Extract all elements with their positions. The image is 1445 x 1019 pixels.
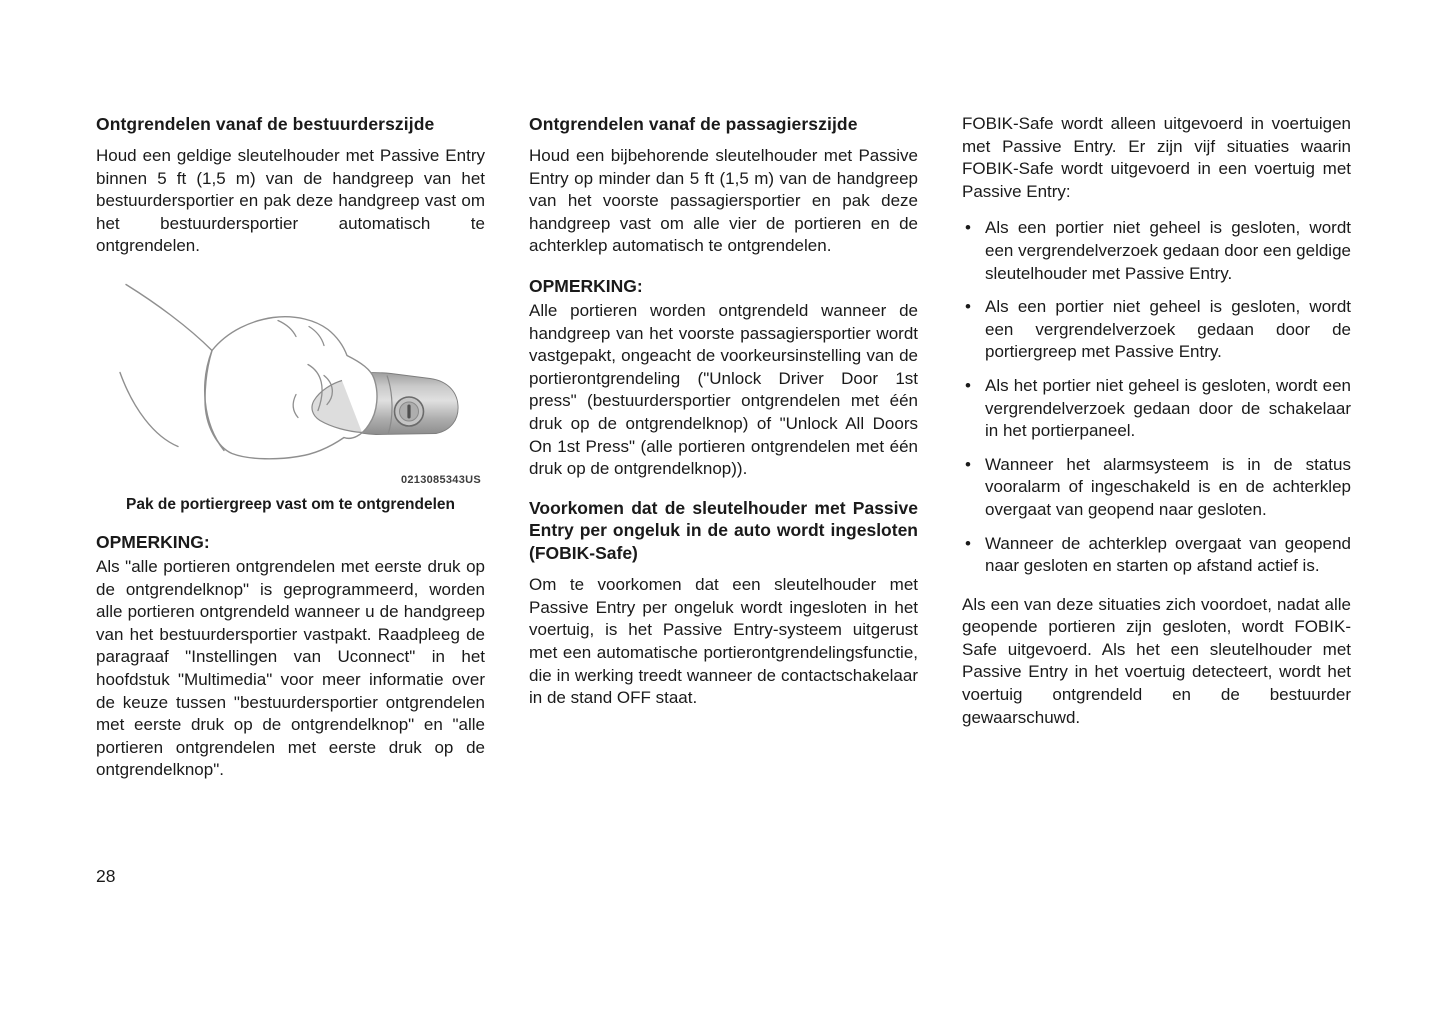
list-item: • Als het portier niet geheel is gesloten, wordt een vergrendelverzoek gedaan door de schakelaar in het portierpaneel. bbox=[962, 375, 1351, 443]
hand-grabbing-door-handle-illustration bbox=[96, 272, 485, 488]
column-middle bbox=[529, 113, 918, 796]
fobik-situations-list bbox=[962, 217, 1351, 577]
note-label-driver: OPMERKING: bbox=[96, 531, 210, 552]
paragraph-fobik-situations-intro: FOBIK-Safe wordt alleen uitgevoerd in voertuigen met Passive Entry. Er zijn vijf situaties waarin FOBIK-Safe wordt uitgevoerd in een voertuig met Passive Entry: bbox=[962, 114, 1351, 201]
list-item: • Als een portier niet geheel is gesloten, wordt een vergrendelverzoek gedaan door de portiergreep met Passive Entry. bbox=[962, 296, 1351, 364]
list-item: • Als een portier niet geheel is gesloten, wordt een vergrendelverzoek gedaan door een geldige sleutelhouder met Passive Entry. bbox=[962, 217, 1351, 285]
note-text-driver: Als "alle portieren ontgrendelen met eerste druk op de ontgrendelknop" is geprogrammeerd, worden alle portieren ontgrendeld wanneer u de handgreep van het bestuurdersportier vastpakt. Raadpleeg de paragraaf "Instellingen van Uconnect" in het hoofdstuk "Multimedia" voor meer informatie over de keuze tussen "bestuurdersportier ontgrendelen met eerste druk op de ontgrendelknop" en "alle portieren ontgrendelen met eerste druk op de ontgrendelknop". bbox=[96, 556, 485, 780]
note-label-passenger: OPMERKING: bbox=[529, 275, 643, 296]
list-item: • Wanneer de achterklep overgaat van geopend naar gesloten en starten op afstand actief is. bbox=[962, 533, 1351, 578]
list-item: • Wanneer het alarmsysteem is in de status vooralarm of ingeschakeld is en de achterklep overgaat van geopend naar gesloten. bbox=[962, 454, 1351, 522]
page-number: 28 bbox=[96, 866, 116, 886]
column-right bbox=[962, 113, 1351, 796]
paragraph-passenger-side: Houd een bijbehorende sleutelhouder met Passive Entry op minder dan 5 ft (1,5 m) van de handgreep van het voorste passagiersportier en pak deze handgreep vast om alle vier de portieren en de achterklep automatisch te ontgrendelen. bbox=[529, 146, 918, 256]
section-heading-passenger-side: Ontgrendelen vanaf de passagierszijde bbox=[529, 114, 858, 134]
figure-id-code: 0213085343US bbox=[400, 473, 481, 486]
note-text-passenger: Alle portieren worden ontgrendeld wanneer de handgreep van het voorste passagiersportier wordt vastgepakt, ongeacht de voorkeursinstelling van de portierontgrendeling ("Unlock Driver Door 1st press" (bestuurdersportier ontgrendelen met één druk op de ontgrendelknop) of "Unlock All Doors On 1st Press" (alle portieren ontgrendelen met één druk op de ontgrendelknop)). bbox=[529, 300, 918, 479]
door-handle-drawing bbox=[96, 272, 485, 488]
three-column-layout bbox=[96, 113, 1352, 796]
section-heading-fobik-safe: Voorkomen dat de sleutelhouder met Passive Entry per ongeluk in de auto wordt ingesloten (FOBIK-Safe) bbox=[529, 497, 918, 563]
figure-door-handle bbox=[96, 272, 485, 514]
paragraph-fobik-result: Als een van deze situaties zich voordoet, nadat alle geopende portieren zijn gesloten, wordt FOBIK-Safe uitgevoerd. Als het een sleutelhouder met Passive Entry in het voertuig detecteert, wordt het voertuig ontgrendeld en de bestuurder gewaarschuwd. bbox=[962, 594, 1351, 727]
figure-caption: Pak de portiergreep vast om te ontgrendelen bbox=[125, 495, 456, 513]
section-heading-driver-side: Ontgrendelen vanaf de bestuurderszijde bbox=[96, 114, 435, 134]
paragraph-fobik-safe-intro: Om te voorkomen dat een sleutelhouder met Passive Entry per ongeluk wordt ingesloten in het voertuig, is het Passive Entry-systeem uitgerust met een automatische portierontgrendelingsfunctie, die in werking treedt wanneer de contactschakelaar in de stand OFF staat. bbox=[529, 575, 918, 708]
paragraph-driver-side: Houd een geldige sleutelhouder met Passive Entry binnen 5 ft (1,5 m) van de handgreep van het bestuurdersportier en pak deze handgreep vast om het bestuurdersportier automatisch te ontgrendelen. bbox=[96, 146, 485, 256]
column-left bbox=[96, 113, 485, 796]
